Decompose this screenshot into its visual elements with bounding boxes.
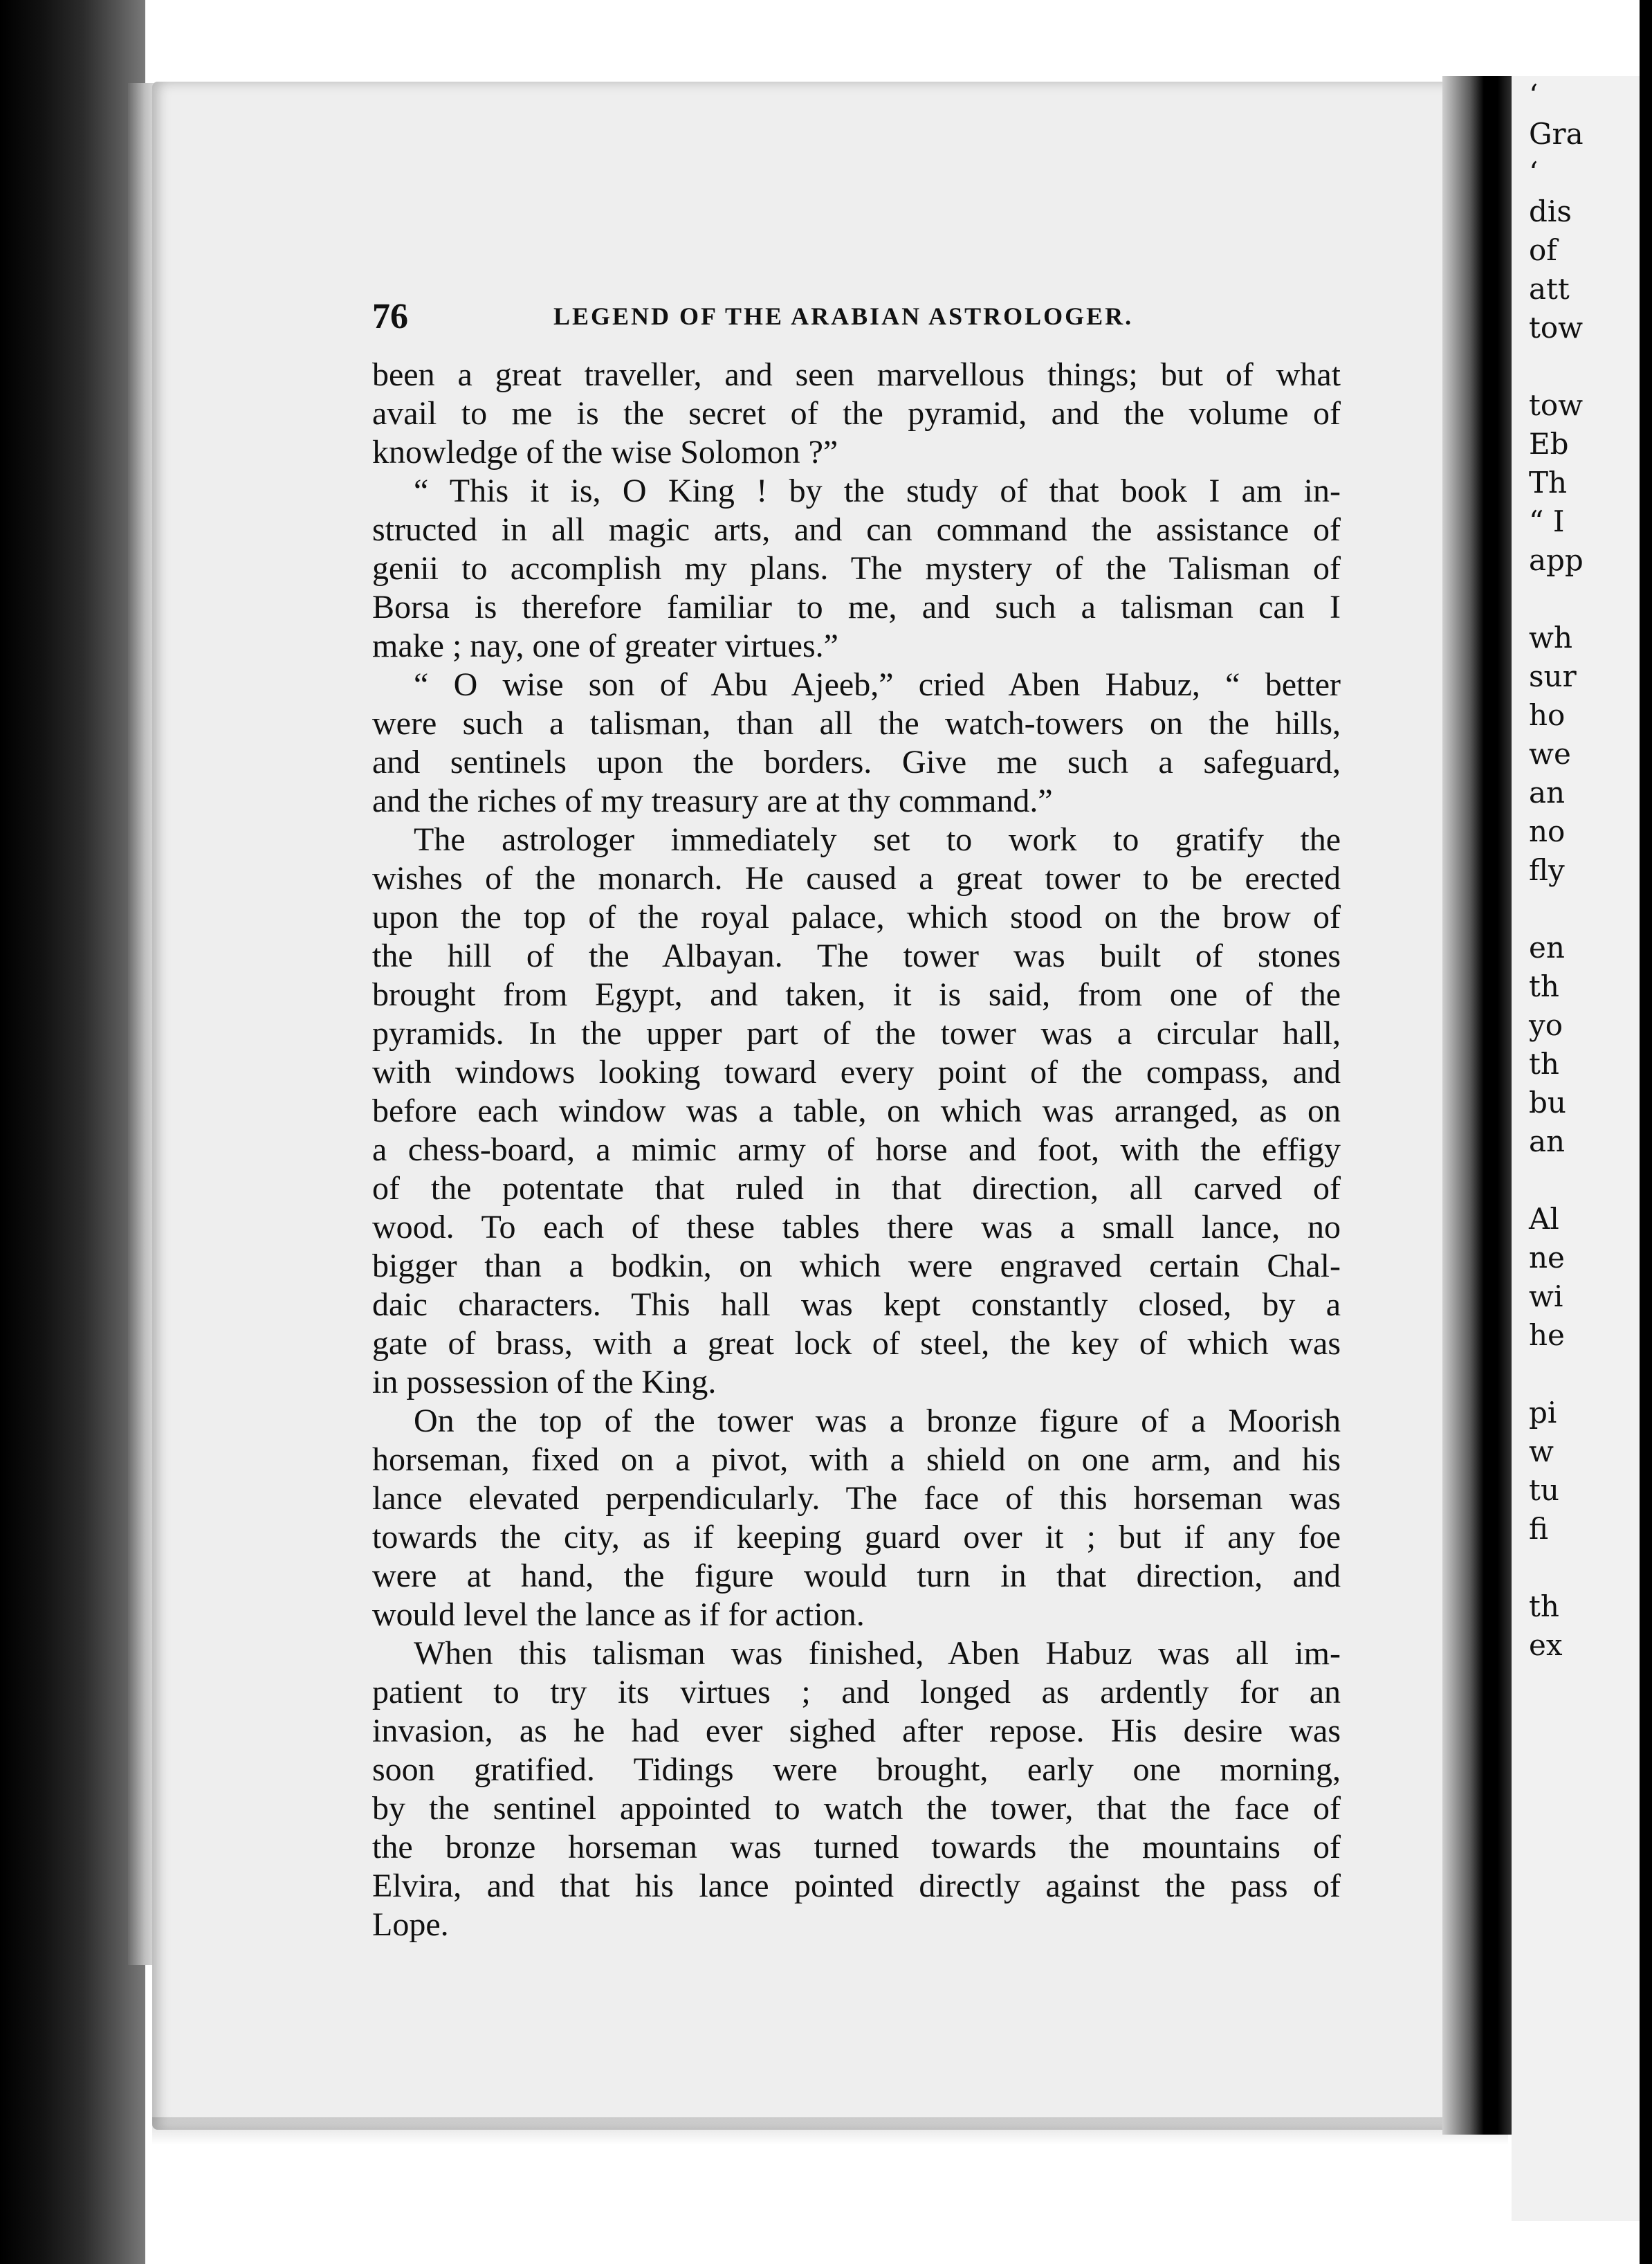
adjacent-fragment: Eb: [1529, 427, 1569, 461]
adjacent-fragment: wi: [1529, 1279, 1563, 1313]
adjacent-fragment: pi: [1529, 1396, 1557, 1430]
adjacent-fragment: tow: [1529, 311, 1584, 345]
text-line: Lope.: [372, 1906, 449, 1943]
adjacent-fragment: an: [1529, 776, 1566, 810]
text-line: pyramids. In the upper part of the tower was a circular hall,: [372, 1015, 1341, 1052]
adjacent-fragment: ‘: [1529, 156, 1539, 190]
text-line: wood. To each of these tables there was a small lance, no: [372, 1209, 1341, 1245]
adjacent-fragment: ex: [1529, 1628, 1563, 1662]
adjacent-fragment: tu: [1529, 1473, 1559, 1507]
text-line: were at hand, the figure would turn in that direction, and: [372, 1558, 1341, 1594]
text-line: a chess-board, a mimic army of horse and foot, with the effigy: [372, 1131, 1341, 1168]
text-line: patient to try its virtues ; and longed as ardently for an: [372, 1674, 1341, 1710]
text-line: When this talisman was finished, Aben Habuz was all im-: [414, 1635, 1341, 1672]
adjacent-fragment: Gra: [1529, 117, 1584, 151]
adjacent-fragment: fi: [1529, 1512, 1549, 1546]
text-line: and the riches of my treasury are at thy command.”: [372, 783, 1053, 819]
text-line: Elvira, and that his lance pointed directly against the pass of: [372, 1868, 1341, 1904]
adjacent-fragment: we: [1529, 737, 1571, 771]
scan-border: [1640, 0, 1652, 2264]
text-line: and sentinels upon the borders. Give me such a safeguard,: [372, 744, 1341, 780]
text-line: in possession of the King.: [372, 1364, 717, 1400]
text-line: genii to accomplish my plans. The mystery of the Talisman of: [372, 550, 1341, 587]
adjacent-fragment: yo: [1529, 1008, 1563, 1042]
text-line: before each window was a table, on which was arranged, as on: [372, 1093, 1341, 1129]
page-number: 76: [372, 297, 408, 336]
adjacent-fragment: Al: [1529, 1202, 1559, 1236]
page-edge: [128, 83, 156, 1965]
adjacent-fragment: app: [1529, 543, 1584, 577]
adjacent-fragment: Th: [1529, 466, 1568, 500]
adjacent-fragment: an: [1529, 1124, 1566, 1158]
adjacent-fragment: [1529, 890, 1652, 929]
adjacent-fragment: ‘: [1529, 78, 1539, 112]
text-line: soon gratified. Tidings were brought, early one morning,: [372, 1751, 1341, 1788]
text-line: “ O wise son of Abu Ajeeb,” cried Aben Habuz, “ better: [414, 666, 1341, 703]
text-line: with windows looking toward every point of the compass, and: [372, 1054, 1341, 1090]
text-line: gate of brass, with a great lock of steel, the key of which was: [372, 1325, 1341, 1362]
text-line: “ This it is, O King ! by the study of that book I am in-: [414, 473, 1341, 509]
adjacent-fragment: sur: [1529, 659, 1577, 693]
page-gutter: [1442, 76, 1512, 2135]
text-line: been a great traveller, and seen marvellous things; but of what: [372, 356, 1341, 393]
adjacent-fragment: of: [1529, 233, 1557, 267]
adjacent-fragment: th: [1529, 1047, 1559, 1081]
adjacent-fragment: ho: [1529, 698, 1566, 732]
text-line: knowledge of the wise Solomon ?”: [372, 434, 838, 471]
text-line: wishes of the monarch. He caused a great tower to be erected: [372, 860, 1341, 897]
text-line: horseman, fixed on a pivot, with a shield on one arm, and his: [372, 1441, 1341, 1478]
text-line: daic characters. This hall was kept constantly closed, by a: [372, 1286, 1341, 1323]
text-line: make ; nay, one of greater virtues.”: [372, 628, 838, 664]
adjacent-fragment: [1529, 1355, 1652, 1394]
page-header: [372, 296, 1334, 338]
adjacent-fragment: att: [1529, 272, 1570, 306]
book-binding: [0, 0, 145, 2264]
running-title: LEGEND OF THE ARABIAN ASTROLOGER.: [553, 302, 1134, 330]
body-text: [372, 356, 1341, 1944]
adjacent-fragment: bu: [1529, 1086, 1566, 1120]
text-line: the bronze horseman was turned towards the mountains of: [372, 1829, 1341, 1865]
adjacent-fragment: “ I: [1529, 504, 1565, 538]
adjacent-fragment: w: [1529, 1434, 1554, 1468]
adjacent-fragment: [1529, 1161, 1652, 1200]
text-line: Borsa is therefore familiar to me, and such a talisman can I: [372, 589, 1341, 626]
adjacent-fragment: th: [1529, 969, 1559, 1003]
adjacent-fragment: en: [1529, 931, 1565, 965]
text-line: structed in all magic arts, and can command the assistance of: [372, 511, 1341, 548]
text-line: invasion, as he had ever sighed after repose. His desire was: [372, 1713, 1341, 1749]
text-line: upon the top of the royal palace, which stood on the brow of: [372, 899, 1341, 935]
text-line: On the top of the tower was a bronze figure of a Moorish: [414, 1403, 1341, 1439]
adjacent-fragment: no: [1529, 814, 1566, 848]
text-line: The astrologer immediately set to work to gratify the: [414, 821, 1341, 858]
adjacent-fragment: fly: [1529, 853, 1565, 887]
adjacent-fragment: ne: [1529, 1241, 1565, 1275]
adjacent-fragment: [1529, 580, 1652, 619]
text-line: the hill of the Albayan. The tower was built of stones: [372, 938, 1341, 974]
page-shadow: [152, 2117, 1508, 2145]
adjacent-fragment: wh: [1529, 621, 1572, 655]
text-line: were such a talisman, than all the watch-towers on the hills,: [372, 705, 1341, 742]
text-line: towards the city, as if keeping guard over it ; but if any foe: [372, 1519, 1341, 1555]
adjacent-fragment: he: [1529, 1318, 1565, 1352]
adjacent-page-text: [1529, 76, 1652, 1665]
adjacent-fragment: [1529, 1549, 1652, 1587]
text-line: brought from Egypt, and taken, it is said, from one of the: [372, 976, 1341, 1013]
adjacent-fragment: [1529, 347, 1652, 386]
text-line: avail to me is the secret of the pyramid, and the volume of: [372, 395, 1341, 432]
text-line: would level the lance as if for action.: [372, 1596, 865, 1633]
adjacent-fragment: tow: [1529, 388, 1584, 422]
adjacent-page: [1512, 76, 1652, 2221]
text-line: bigger than a bodkin, on which were engraved certain Chal-: [372, 1248, 1341, 1284]
text-line: lance elevated perpendicularly. The face of this horseman was: [372, 1480, 1341, 1517]
adjacent-fragment: dis: [1529, 194, 1572, 228]
text-line: by the sentinel appointed to watch the tower, that the face of: [372, 1790, 1341, 1827]
adjacent-fragment: th: [1529, 1589, 1559, 1623]
text-line: of the potentate that ruled in that direction, all carved of: [372, 1170, 1341, 1207]
